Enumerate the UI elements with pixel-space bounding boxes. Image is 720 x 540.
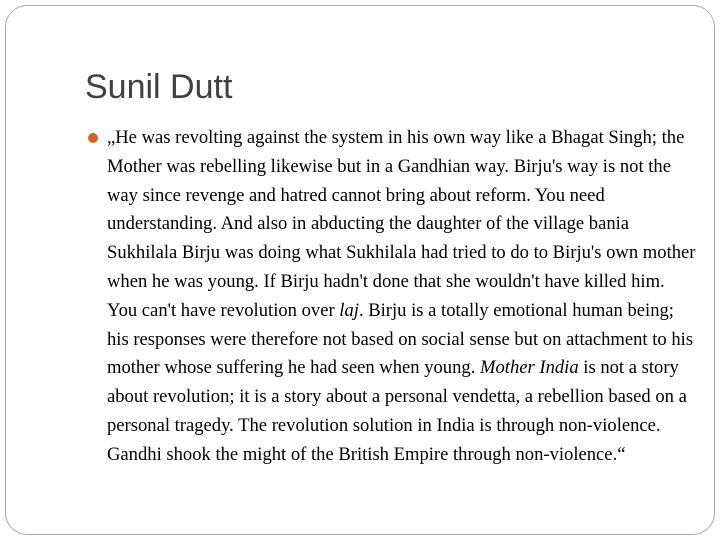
bullet-icon [88,133,98,143]
quote-part: . Birju is a totally emotional human being; his responses were therefore not based on social sense but on attachment to his mother whose suffering he had seen when young. [107,299,694,379]
quote-italic-mother-india: Mother India [480,357,579,379]
quote-italic-laj: laj [339,299,359,321]
slide [5,5,715,535]
quote-text [107,124,697,470]
quote-part: „He was revolting against the system in his own way like a Bhagat Singh; the Mother was rebelling likewise but in a Gandhian way. Birju's way is not the way since revenge and hatred cannot bring about reform. You need understanding. And also in abducting the daughter of the village bania Sukhilala Birju was doing what Sukhilala had tried to do to Birju's own mother when he was young. If Birju hadn't done that she wouldn't have killed him. You can't have revolution over [107,127,696,321]
quote-part: is not a story about revolution; it is a story about a personal vendetta, a rebellion based on a personal tragedy. The revolution solution in India is through non-violence. Gandhi shook the might of the British Empire through non-violence.“ [107,357,687,465]
slide-title: Sunil Dutt [85,68,233,106]
